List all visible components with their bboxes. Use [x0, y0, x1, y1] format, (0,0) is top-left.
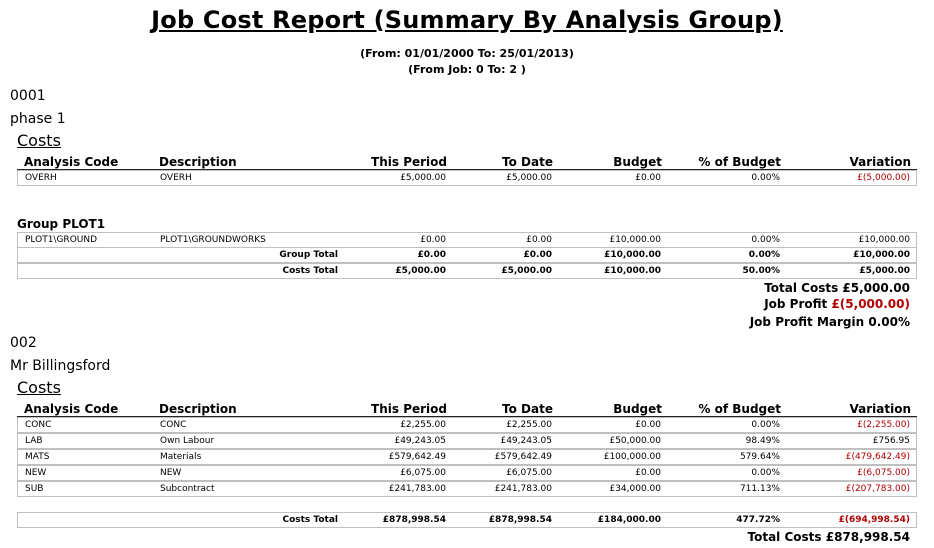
- cell-variation: £(5,000.00): [857, 173, 910, 183]
- job-profit-margin-summary: [750, 315, 910, 329]
- cell-pct: 579.64%: [739, 452, 780, 462]
- cell-pct: 477.72%: [736, 515, 780, 525]
- cell-pct: 0.00%: [748, 250, 780, 260]
- cell-variation: £10,000.00: [858, 235, 910, 245]
- cell-period: £0.00: [417, 250, 446, 260]
- cell-pct: 50.00%: [742, 266, 780, 276]
- table-header: [17, 401, 917, 417]
- cell-todate: £0.00: [523, 250, 552, 260]
- cell-todate: £579,642.49: [494, 452, 552, 462]
- cell-variation: £10,000.00: [853, 250, 910, 260]
- cell-period: £579,642.49: [388, 452, 446, 462]
- cell-budget: £184,000.00: [597, 515, 661, 525]
- col-to-date: To Date: [502, 402, 553, 416]
- cell-code: NEW: [25, 468, 47, 478]
- job-code: 0001: [10, 88, 46, 104]
- col-analysis-code: Analysis Code: [24, 402, 119, 416]
- cell-desc: PLOT1\GROUNDWORKS: [160, 235, 266, 245]
- table-row: [17, 232, 917, 248]
- costs-total-row: [17, 263, 917, 279]
- col-this-period: This Period: [371, 155, 447, 169]
- date-range: (From: 01/01/2000 To: 25/01/2013): [360, 47, 574, 60]
- costs-total-label: Costs Total: [282, 266, 338, 276]
- cell-desc: Subcontract: [160, 484, 215, 494]
- job-range: (From Job: 0 To: 2 ): [408, 63, 526, 76]
- cell-variation: £756.95: [872, 436, 910, 446]
- job-profit-summary: [764, 297, 910, 311]
- cell-budget: £10,000.00: [604, 250, 661, 260]
- col-this-period: This Period: [371, 402, 447, 416]
- col-to-date: To Date: [502, 155, 553, 169]
- cell-desc: OVERH: [160, 173, 192, 183]
- table-row: [17, 433, 917, 449]
- job-name: Mr Billingsford: [10, 358, 111, 374]
- table-row: [17, 170, 917, 186]
- cell-period: £2,255.00: [400, 420, 446, 430]
- total-costs-value: £878,998.54: [825, 530, 910, 544]
- cell-todate: £241,783.00: [494, 484, 552, 494]
- cell-pct: 0.00%: [751, 468, 780, 478]
- table-row: [17, 449, 917, 465]
- table-row: [17, 481, 917, 497]
- table-row: [17, 465, 917, 481]
- cell-todate: £2,255.00: [506, 420, 552, 430]
- job-name: phase 1: [10, 111, 66, 127]
- total-costs-value: £5,000.00: [842, 281, 910, 295]
- cell-pct: 98.49%: [745, 436, 780, 446]
- col-pct-budget: % of Budget: [698, 402, 781, 416]
- col-variation: Variation: [849, 402, 911, 416]
- cell-pct: 0.00%: [751, 235, 780, 245]
- cell-variation: £5,000.00: [859, 266, 910, 276]
- report-title: Job Cost Report (Summary By Analysis Group): [151, 6, 783, 34]
- group-title: Group PLOT1: [17, 217, 106, 231]
- col-pct-budget: % of Budget: [698, 155, 781, 169]
- table-row: [17, 417, 917, 433]
- cell-todate: £5,000.00: [506, 173, 552, 183]
- cell-code: LAB: [25, 436, 43, 446]
- cell-period: £241,783.00: [388, 484, 446, 494]
- section-title-costs: Costs: [17, 131, 61, 150]
- cell-budget: £10,000.00: [604, 266, 661, 276]
- total-costs-summary: [764, 281, 910, 295]
- total-costs-label: Total Costs: [764, 281, 839, 295]
- cell-budget: £0.00: [635, 420, 661, 430]
- job-code: 002: [10, 335, 37, 351]
- cell-variation: £(479,642.49): [845, 452, 910, 462]
- cell-code: SUB: [25, 484, 44, 494]
- cell-budget: £10,000.00: [609, 235, 661, 245]
- cell-pct: 711.13%: [739, 484, 780, 494]
- cell-code: OVERH: [25, 173, 57, 183]
- cell-code: MATS: [25, 452, 50, 462]
- costs-total-label: Costs Total: [282, 515, 338, 525]
- group-total-row: [17, 248, 917, 263]
- cell-period: £49,243.05: [394, 436, 446, 446]
- costs-total-row: [17, 512, 917, 528]
- col-description: Description: [159, 402, 237, 416]
- cell-period: £0.00: [420, 235, 446, 245]
- cell-desc: CONC: [160, 420, 187, 430]
- col-budget: Budget: [613, 402, 662, 416]
- section-title-costs: Costs: [17, 378, 61, 397]
- job-profit-margin-value: 0.00%: [868, 315, 910, 329]
- cell-variation: £(207,783.00): [845, 484, 910, 494]
- col-analysis-code: Analysis Code: [24, 155, 119, 169]
- cell-todate: £878,998.54: [488, 515, 552, 525]
- cell-period: £5,000.00: [395, 266, 446, 276]
- cell-todate: £49,243.05: [500, 436, 552, 446]
- total-costs-label: Total Costs: [747, 530, 822, 544]
- col-description: Description: [159, 155, 237, 169]
- cell-code: PLOT1\GROUND: [25, 235, 98, 245]
- job-profit-value: £(5,000.00): [831, 297, 910, 311]
- cell-budget: £0.00: [635, 468, 661, 478]
- group-total-label: Group Total: [279, 250, 338, 260]
- cell-budget: £100,000.00: [603, 452, 661, 462]
- cell-period: £878,998.54: [382, 515, 446, 525]
- cell-pct: 0.00%: [751, 173, 780, 183]
- cell-variation: £(2,255.00): [857, 420, 910, 430]
- cell-desc: NEW: [160, 468, 182, 478]
- job-profit-margin-label: Job Profit Margin: [749, 315, 865, 329]
- cell-budget: £34,000.00: [609, 484, 661, 494]
- cell-period: £6,075.00: [400, 468, 446, 478]
- cell-code: CONC: [25, 420, 52, 430]
- cell-variation: £(6,075.00): [857, 468, 910, 478]
- col-budget: Budget: [613, 155, 662, 169]
- total-costs-summary: [748, 530, 911, 544]
- table-header: [17, 154, 917, 170]
- cell-variation: £(694,998.54): [838, 515, 910, 525]
- col-variation: Variation: [849, 155, 911, 169]
- cell-todate: £0.00: [526, 235, 552, 245]
- cell-pct: 0.00%: [751, 420, 780, 430]
- cell-period: £5,000.00: [400, 173, 446, 183]
- cell-todate: £6,075.00: [506, 468, 552, 478]
- cell-budget: £0.00: [635, 173, 661, 183]
- cell-desc: Materials: [160, 452, 202, 462]
- job-profit-label: Job Profit: [764, 297, 828, 311]
- cell-todate: £5,000.00: [501, 266, 552, 276]
- cell-budget: £50,000.00: [609, 436, 661, 446]
- cell-desc: Own Labour: [160, 436, 215, 446]
